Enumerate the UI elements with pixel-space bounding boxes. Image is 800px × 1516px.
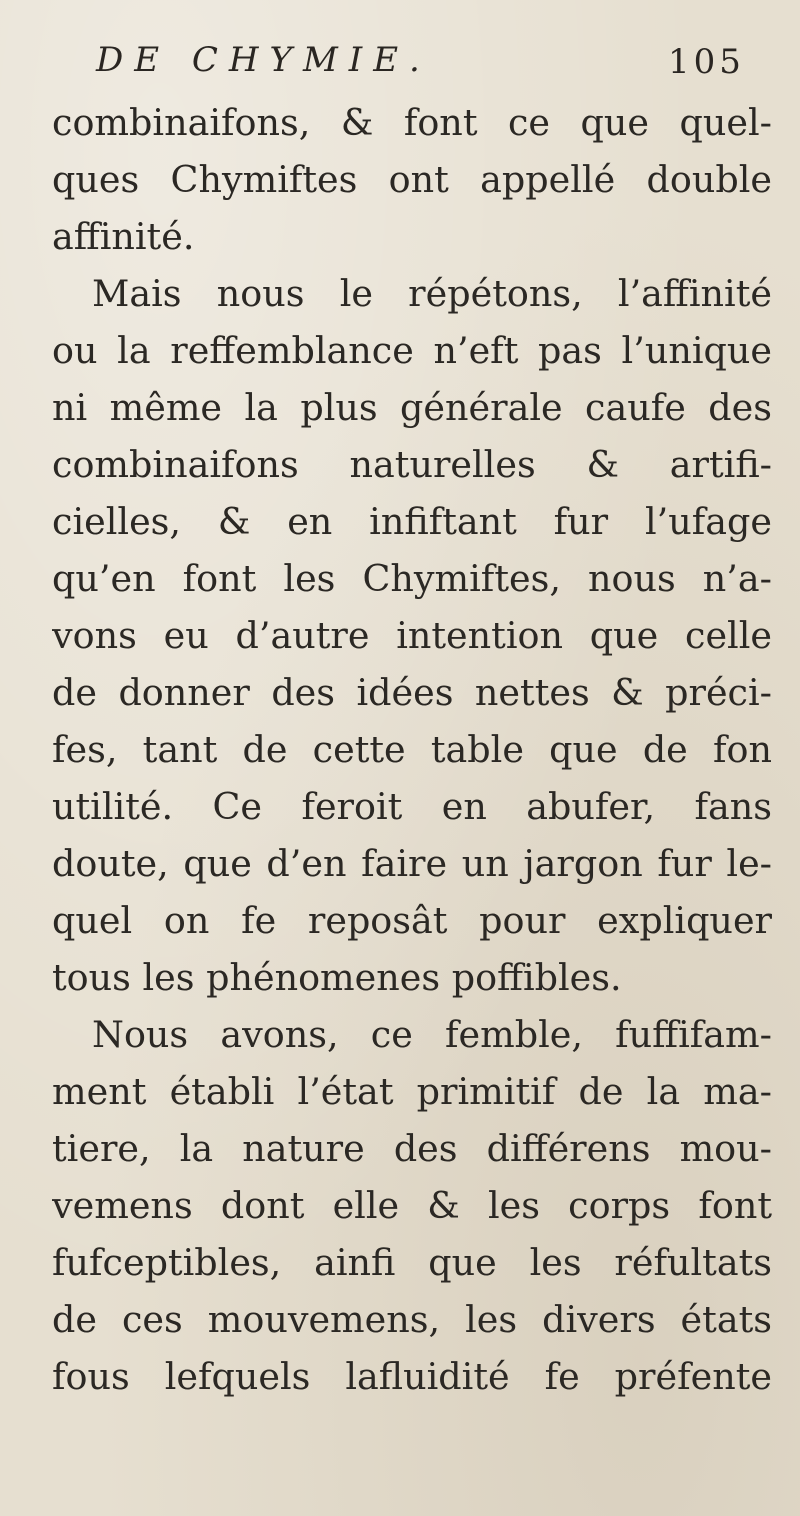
text-line: fous lefquels lafluidité fe préfente	[52, 1355, 772, 1398]
blank-lower-margin	[0, 1320, 800, 1516]
text-line: doute, que d’en faire un jargon fur le-	[52, 842, 772, 885]
text-line: affinité.	[52, 215, 195, 258]
text-line: quel on fe reposât pour expliquer	[52, 899, 772, 942]
body-text	[52, 94, 772, 1405]
text-line: tous les phénomenes poffibles.	[52, 956, 622, 999]
text-line: tiere, la nature des différens mou-	[52, 1127, 772, 1170]
text-line: combinaifons naturelles & artifi-	[52, 443, 772, 486]
text-line: vemens dont elle & les corps font	[52, 1184, 772, 1227]
text-line: fufceptibles, ainfi que les réfultats	[52, 1241, 772, 1284]
text-line: combinaifons, & font ce que quel-	[52, 101, 772, 144]
text-line: qu’en font les Chymiftes, nous n’a-	[52, 557, 772, 600]
text-line: fes, tant de cette table que de fon	[52, 728, 772, 771]
running-head: DE CHYMIE.	[96, 40, 431, 80]
text-line: vons eu d’autre intention que celle	[52, 614, 772, 657]
text-line: ment établi l’état primitif de la ma-	[52, 1070, 772, 1113]
text-line: Mais nous le répétons, l’affinité	[92, 272, 772, 315]
text-line: ni même la plus générale caufe des	[52, 386, 772, 429]
text-line: utilité. Ce feroit en abufer, fans	[52, 785, 772, 828]
text-line: de donner des idées nettes & préci-	[52, 671, 772, 714]
text-line: cielles, & en infiftant fur l’ufage	[52, 500, 772, 543]
text-line: ques Chymiftes ont appellé double	[52, 158, 772, 201]
page-number: 105	[668, 42, 745, 82]
text-line: de ces mouvemens, les divers états	[52, 1298, 772, 1341]
text-line: Nous avons, ce femble, fuffifam-	[92, 1013, 772, 1056]
text-line: ou la reffemblance n’eft pas l’unique	[52, 329, 772, 372]
